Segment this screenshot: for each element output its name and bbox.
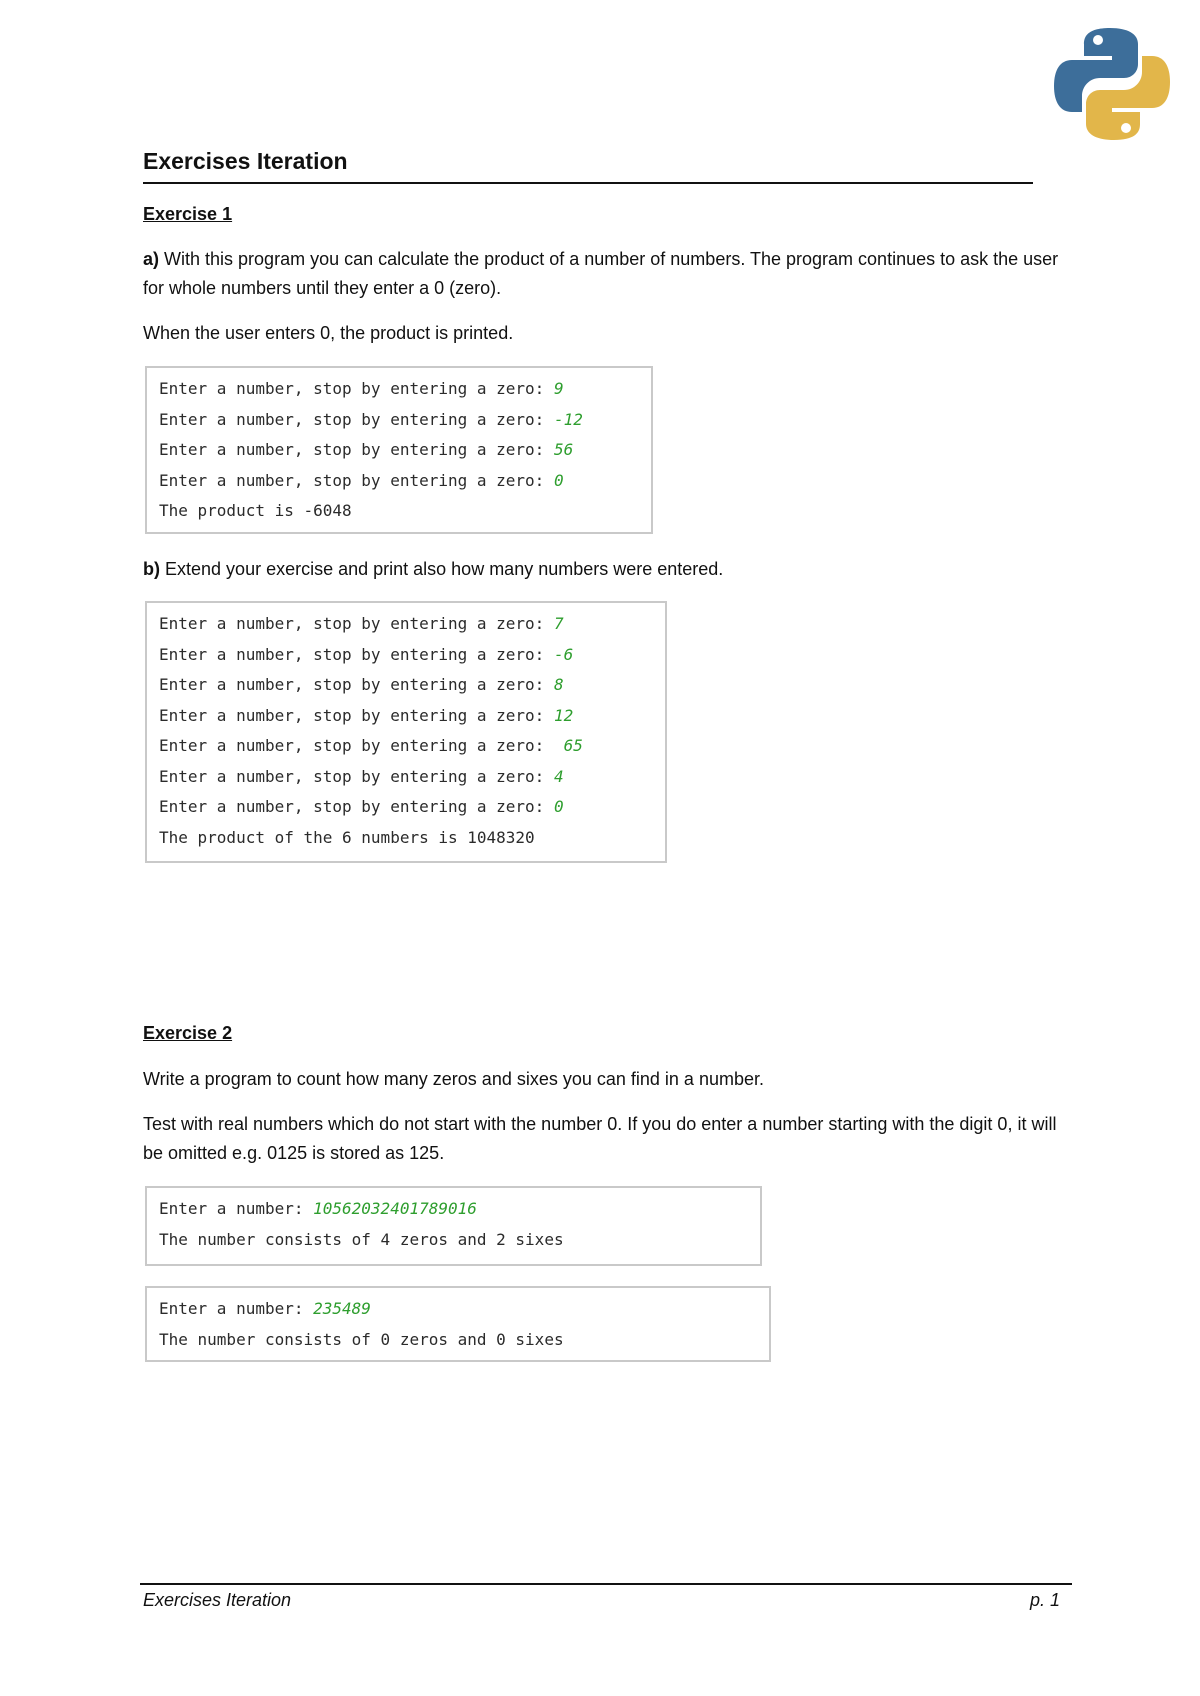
footer-divider [140,1583,1072,1585]
console-user-input: 10562032401789016 [313,1199,477,1218]
console-user-input: 9 [553,379,564,398]
console-user-input: -12 [553,409,583,429]
exercise-1b-text [143,555,1063,584]
exercise-2-heading: Exercise 2 [143,1023,233,1043]
python-logo-icon [1052,24,1172,144]
console-prompt: The number consists of 0 zeros and 0 sixes [159,1329,564,1349]
console-prompt: Enter a number: [159,1199,314,1218]
console-user-input: 7 [553,614,564,633]
console-line [159,823,653,854]
console-line [159,609,653,640]
console-line [159,792,653,823]
console-prompt: Enter a number, stop by entering a zero: [159,705,554,725]
console-output-b [145,601,667,863]
console-user-input: 8 [553,675,564,694]
console-prompt: Enter a number, stop by entering a zero: [159,797,554,816]
part-b-label: b) [143,559,160,579]
console-output-d [145,1286,771,1362]
console-line [159,1194,748,1225]
console-user-input: 56 [553,440,574,459]
console-prompt: Enter a number, stop by entering a zero: [159,736,564,755]
exercise-1a-text [143,245,1063,303]
console-prompt: Enter a number, stop by entering a zero: [159,409,554,429]
console-prompt: The product is -6048 [159,501,352,520]
console-prompt: Enter a number, stop by entering a zero: [159,614,554,633]
exercise-2-text-1: Write a program to count how many zeros and sixes you can find in a number. [143,1069,764,1089]
part-b-description: Extend your exercise and print also how many numbers were entered. [165,559,724,579]
console-user-input: -6 [553,644,574,664]
console-line [159,405,639,436]
console-prompt: Enter a number, stop by entering a zero: [159,440,554,459]
console-prompt: The number consists of 4 zeros and 2 sixes [159,1229,564,1249]
console-line [159,374,639,405]
console-prompt: Enter a number, stop by entering a zero: [159,766,554,786]
part-a-description: With this program you can calculate the product of a number of numbers. The program continues to ask the user for whole numbers until they enter a 0 (zero). [143,249,1059,298]
page-title: Exercises Iteration [143,148,348,174]
exercise-1-heading: Exercise 1 [143,204,233,224]
console-user-input: 0 [553,797,564,816]
console-prompt: Enter a number, stop by entering a zero: [159,675,554,694]
console-prompt: The product of the 6 numbers is 1048320 [159,827,535,847]
console-line [159,496,639,527]
console-user-input: 65 [563,736,583,755]
footer-title: Exercises Iteration [143,1590,292,1610]
exercise-1a-note: When the user enters 0, the product is printed. [143,323,514,343]
console-output-a [145,366,653,534]
console-user-input: 4 [553,766,564,786]
console-line [159,1294,757,1325]
console-line [159,762,653,793]
console-line [159,670,653,701]
console-user-input: 0 [553,470,564,490]
part-a-label: a) [143,249,160,269]
console-prompt: Enter a number, stop by entering a zero: [159,379,554,398]
console-prompt: Enter a number, stop by entering a zero: [159,470,554,490]
console-prompt: Enter a number: [159,1299,314,1318]
console-user-input: 235489 [313,1299,371,1318]
exercise-2-text-2: Test with real numbers which do not start with the number 0. If you do enter a number starting with the digit 0, it will be omitted e.g. 0125 is stored as 125. [143,1114,1057,1163]
console-prompt: Enter a number, stop by entering a zero: [159,644,554,664]
console-line [159,701,653,732]
console-line [159,1225,748,1256]
console-line [159,466,639,497]
console-line [159,1325,757,1356]
console-line [159,640,653,671]
title-divider [143,182,1033,184]
console-line [159,435,639,466]
console-line [159,731,653,762]
console-user-input: 12 [553,705,574,725]
console-output-c [145,1186,762,1266]
page-number: p. 1 [1030,1590,1061,1610]
